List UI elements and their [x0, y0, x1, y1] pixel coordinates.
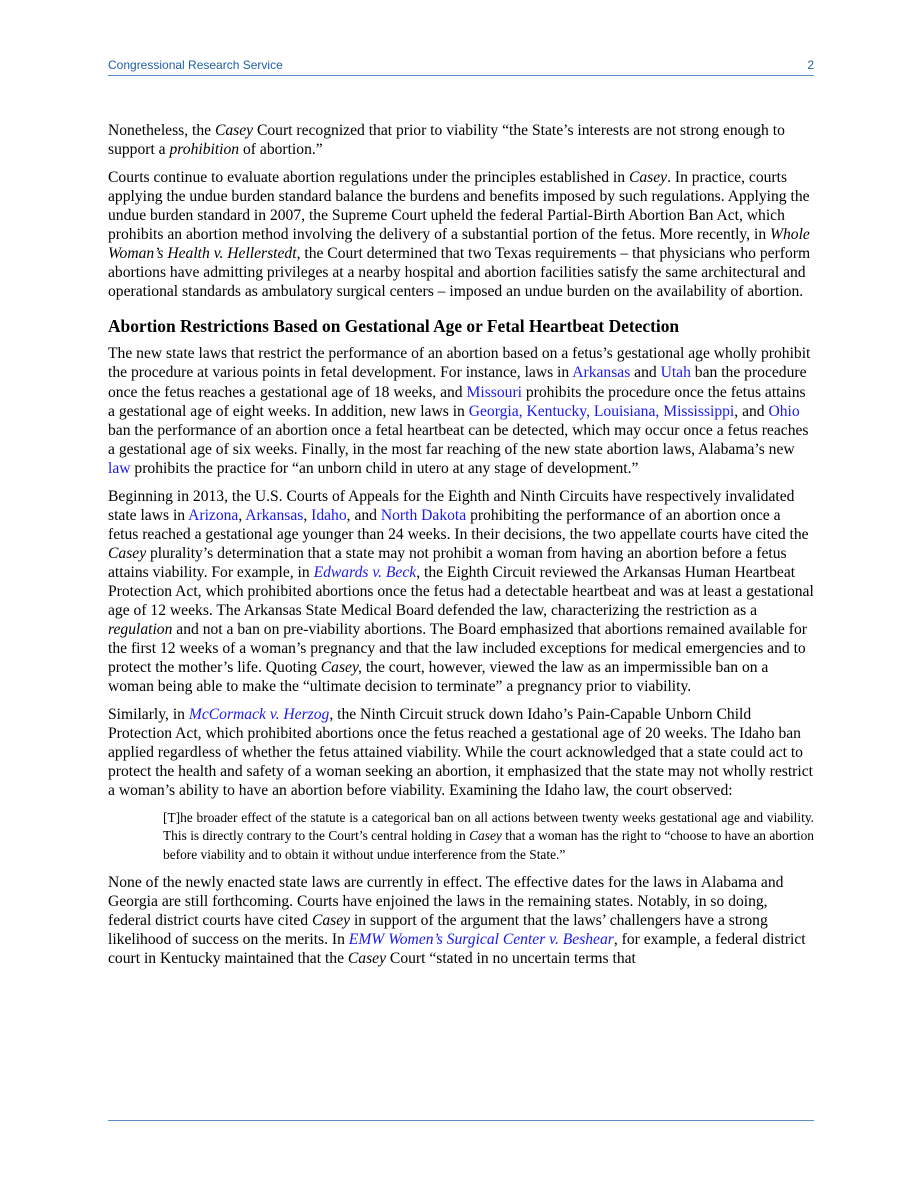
text: Court recognized that prior to viability “the State’s interests are not strong enough to support a: [108, 122, 785, 159]
text: ,: [238, 506, 246, 524]
text: prohibits the practice for “an unborn child in utero at any stage of development.”: [130, 459, 639, 477]
page-number: 2: [807, 58, 814, 72]
text: , the Eighth Circuit reviewed the Arkansas Human Heartbeat Protection Act, which prohibited abortions once the fetus had a detectable heartbeat and was at least a gestational age of 12 weeks. The Arkansas State Medical Board defended the law, characterizing the restriction as a: [108, 563, 814, 620]
text: The new state laws that restrict the performance of an abortion based on a fetus’s gestational age wholly prohibit the procedure at various points in fetal development. For instance, laws in: [108, 345, 811, 382]
link-mccormack-v-herzog[interactable]: [189, 706, 329, 723]
paragraph-courts-of-appeals: [108, 487, 814, 697]
text: ,: [518, 402, 527, 420]
case-name-emw-v-beshear[interactable]: EMW Women’s Surgical Center v. Beshear: [348, 931, 614, 948]
paragraph-not-in-effect: [108, 873, 814, 968]
text: Court “stated in no uncertain terms that: [386, 950, 636, 968]
header-rule: [108, 75, 814, 76]
text: , and: [734, 402, 769, 420]
case-name-casey: Casey: [347, 950, 387, 968]
text: , the Ninth Circuit struck down Idaho’s Pain-Capable Unborn Child Protection Act, which prohibited abortions once the fetus reached a gestational age of 20 weeks. The Idaho ban applied regardless of whether the fetus attained viability. While the court acknowledged that a state could act to protect the health and safety of a woman seeking an abortion, it emphasized that the state may not wholly restrict a woman’s ability to have an abortion before viability. Examining the Idaho law, the court observed:: [108, 706, 813, 800]
text: ban the procedure once the fetus reaches a gestational age of 18 weeks, and: [108, 364, 807, 401]
emphasis-prohibition: prohibition: [169, 141, 240, 159]
text: Beginning in 2013, the U.S. Courts of Appeals for the Eighth and Ninth Circuits have respectively invalidated state laws in: [108, 487, 795, 524]
text: prohibiting the performance of an abortion once a fetus reached a gestational age younger than 24 weeks. In their decisions, the two appellate courts have cited the: [108, 506, 809, 543]
case-name-casey: Casey: [469, 828, 502, 844]
link-arkansas[interactable]: Arkansas: [572, 364, 631, 382]
link-missouri[interactable]: Missouri: [466, 383, 522, 401]
link-kentucky[interactable]: Kentucky: [526, 402, 587, 420]
text: , the Court determined that two Texas requirements – that physicians who perform abortions have admitting privileges at a nearby hospital and abortion facilities satisfy the same architectural and operational standards as ambulatory surgical centers – imposed an undue burden on the availability of abortion.: [108, 245, 811, 301]
footer-rule: [108, 1120, 814, 1121]
link-ohio[interactable]: Ohio: [768, 402, 800, 420]
text: . In practice, courts applying the undue burden standard balance the burdens and benefits imposed by such regulations. Applying the undue burden standard in 2007, the Supreme Court upheld the federal Partial-Birth Abortion Ban Act, which prohibits an abortion method involving the delivery of a substantial portion of the fetus. More recently, in: [108, 168, 810, 243]
link-georgia[interactable]: Georgia: [468, 402, 519, 420]
text: plurality’s determination that a state may not prohibit a woman from having an abortion before a fetus attains viability. For example, in: [108, 544, 787, 581]
case-name-casey: Casey: [628, 168, 668, 186]
text: and not a ban on pre-viability abortions. The Board emphasized that abortions remained available for the first 12 weeks of a woman’s pregnancy and that the law included exceptions for medical emergencies and to protect the mother’s life. Quoting: [108, 621, 807, 677]
block-quote: [163, 809, 814, 864]
text: ,: [303, 506, 312, 524]
section-heading: Abortion Restrictions Based on Gestational Age or Fetal Heartbeat Detection: [108, 316, 680, 337]
text: of abortion.”: [239, 141, 323, 159]
paragraph-mccormack: [108, 705, 814, 800]
page-header: [108, 58, 814, 76]
case-name-whole-womans-health: Whole Woman’s Health v. Hellerstedt: [108, 225, 810, 263]
emphasis-regulation: regulation: [108, 621, 173, 639]
link-idaho[interactable]: Idaho: [311, 506, 347, 524]
case-name-casey: Casey: [311, 911, 351, 929]
link-alabama-law[interactable]: law: [108, 459, 131, 477]
text: the court, however, viewed the law as an impermissible ban on a woman being able to make the “ultimate decision to terminate” a pregnancy prior to viability.: [108, 659, 769, 696]
document-body: [108, 121, 814, 977]
paragraph-new-state-laws: [108, 344, 814, 478]
text: ,: [586, 402, 594, 420]
text: , for example, a federal district court in Kentucky maintained that the: [108, 931, 806, 968]
paragraph-undue-burden: [108, 168, 814, 302]
text: Similarly, in: [108, 706, 189, 724]
case-name-edwards-v-beck[interactable]: Edwards v. Beck: [313, 563, 417, 581]
text: in support of the argument that the laws’ challengers have a strong likelihood of success on the merits. In: [108, 911, 768, 948]
case-name-casey: Casey: [108, 544, 147, 562]
text: , and: [346, 506, 381, 524]
text: that a woman has the right to “choose to have an abortion before viability and to obtain it without undue interference from the State.”: [163, 828, 814, 862]
link-north-dakota[interactable]: North Dakota: [380, 506, 467, 524]
link-edwards-v-beck[interactable]: [314, 564, 417, 581]
text: Courts continue to evaluate abortion regulations under the principles established in: [108, 168, 629, 186]
link-mississippi[interactable]: Mississippi: [663, 402, 735, 420]
link-utah[interactable]: Utah: [660, 364, 691, 382]
link-emw-v-beshear[interactable]: [349, 931, 614, 948]
case-name-casey: Casey,: [320, 659, 362, 677]
text: ban the performance of an abortion once a fetal heartbeat can be detected, which may occur once a fetus reaches a gestational age of six weeks. Finally, in the most far reaching of the new state abortion laws, Alabama’s new: [108, 421, 809, 458]
link-louisiana[interactable]: Louisiana: [593, 402, 656, 420]
text: prohibits the procedure once the fetus attains a gestational age of eight weeks. In addition, new laws in: [108, 383, 806, 420]
link-arkansas-case[interactable]: Arkansas: [245, 506, 304, 524]
case-name-casey: Casey: [214, 122, 254, 139]
link-arizona[interactable]: Arizona: [188, 506, 239, 524]
text: Nonetheless, the: [108, 122, 215, 139]
text: and: [630, 364, 661, 382]
text: [T]he broader effect of the statute is a categorical ban on all actions between twenty weeks gestational age and viability. This is directly contrary to the Court’s central holding in: [163, 810, 814, 844]
text: None of the newly enacted state laws are currently in effect. The effective dates for the laws in Alabama and Georgia are still forthcoming. Courts have enjoined the laws in the remaining states. Notably, in so doing, federal district courts have cited: [108, 873, 784, 929]
case-name-mccormack-v-herzog[interactable]: McCormack v. Herzog: [188, 706, 330, 724]
text: ,: [655, 402, 664, 420]
paragraph-casey-viability: [108, 121, 814, 159]
header-org-name: Congressional Research Service: [108, 58, 283, 72]
